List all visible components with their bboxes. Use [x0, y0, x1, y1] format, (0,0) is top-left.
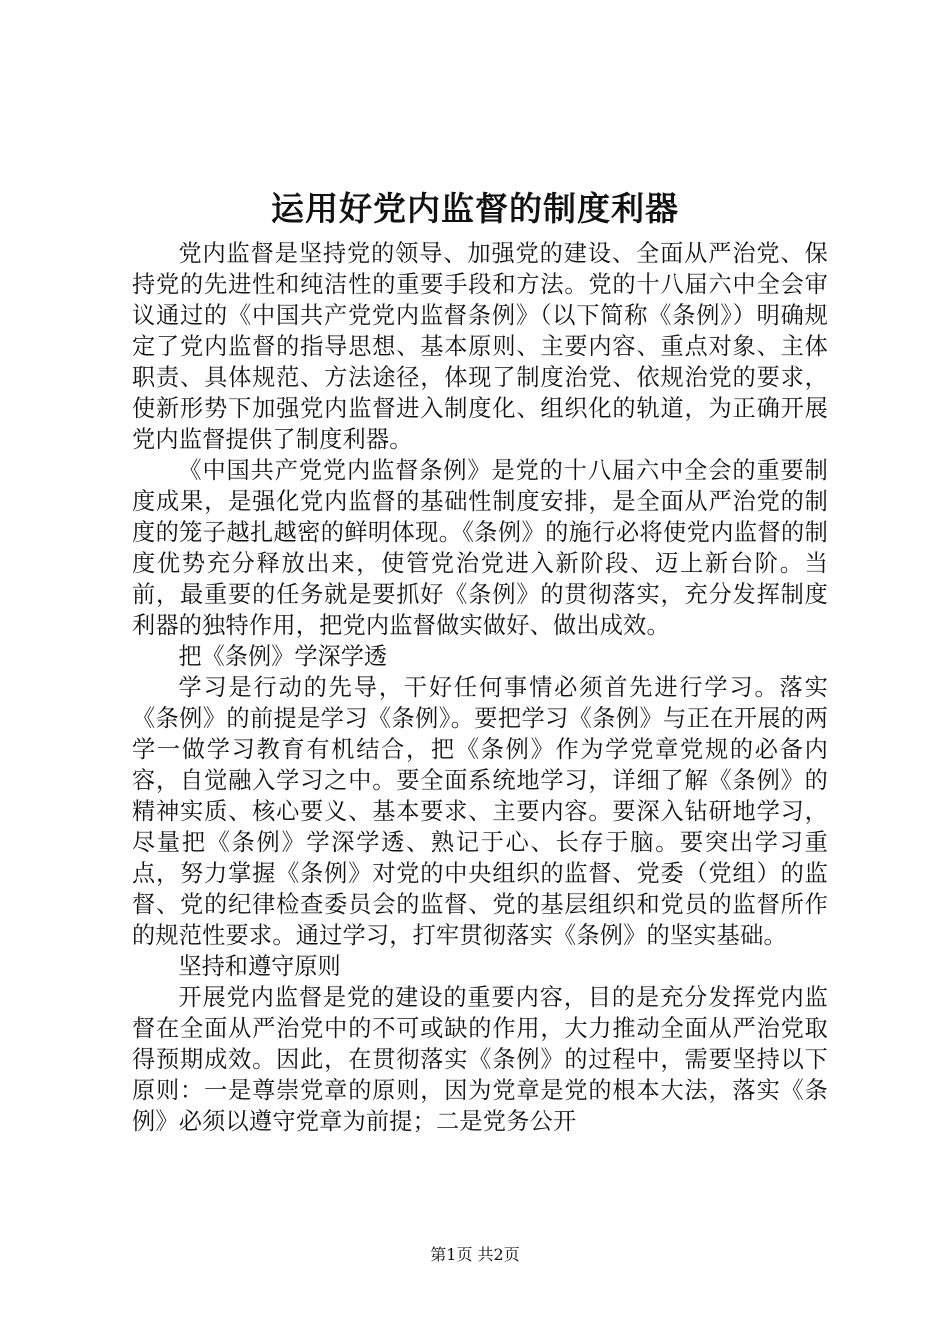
document-body: [132, 238, 828, 1137]
document-title: 运用好党内监督的制度利器: [271, 189, 679, 228]
section-heading-study: 把《条例》学深学透: [178, 643, 388, 670]
paragraph-significance: 《中国共产党党内监督条例》是党的十八届六中全会的重要制度成果，是强化党内监督的基础性制度安排，是全面从严治党的制度的笼子越扎越密的鲜明体现。《条例》的施行必将使党内监督的制度优势充分释放出来，使管党治党进入新阶段、迈上新台阶。当前，最重要的任务就是要抓好《条例》的贯彻落实，充分发挥制度利器的独特作用，把党内监督做实做好、做出成效。: [132, 457, 828, 639]
paragraph-principles: 开展党内监督是党的建设的重要内容，目的是充分发挥党内监督在全面从严治党中的不可或缺的作用，大力推动全面从严治党取得预期成效。因此，在贯彻落实《条例》的过程中，需要坚持以下原则：一是尊崇党章的原则，因为党章是党的根本大法，落实《条例》必须以遵守党章为前提；二是党务公开: [132, 984, 828, 1135]
paragraph-study: 学习是行动的先导，干好任何事情必须首先进行学习。落实《条例》的前提是学习《条例》。要把学习《条例》与正在开展的两学一做学习教育有机结合，把《条例》作为学党章党规的必备内容，自觉融入学习之中。要全面系统地学习，详细了解《条例》的精神实质、核心要义、基本要求、主要内容。要深入钻研地学习，尽量把《条例》学深学透、熟记于心、长存于脑。要突出学习重点，努力掌握《条例》对党的中央组织的监督、党委（党组）的监督、党的纪律检查委员会的监督、党的基层组织和党员的监督所作的规范性要求。通过学习，打牢贯彻落实《条例》的坚实基础。: [132, 674, 828, 949]
section-heading-principles: 坚持和遵守原则: [178, 953, 341, 980]
page-number-footer: 第1页 共2页: [430, 1245, 520, 1264]
paragraph-intro: 党内监督是坚持党的领导、加强党的建设、全面从严治党、保持党的先进性和纯洁性的重要手段和方法。党的十八届六中全会审议通过的《中国共产党党内监督条例》（以下简称《条例》）明确规定了党内监督的指导思想、基本原则、主要内容、重点对象、主体职责、具体规范、方法途径，体现了制度治党、依规治党的要求，使新形势下加强党内监督进入制度化、组织化的轨道，为正确开展党内监督提供了制度利器。: [132, 240, 828, 453]
